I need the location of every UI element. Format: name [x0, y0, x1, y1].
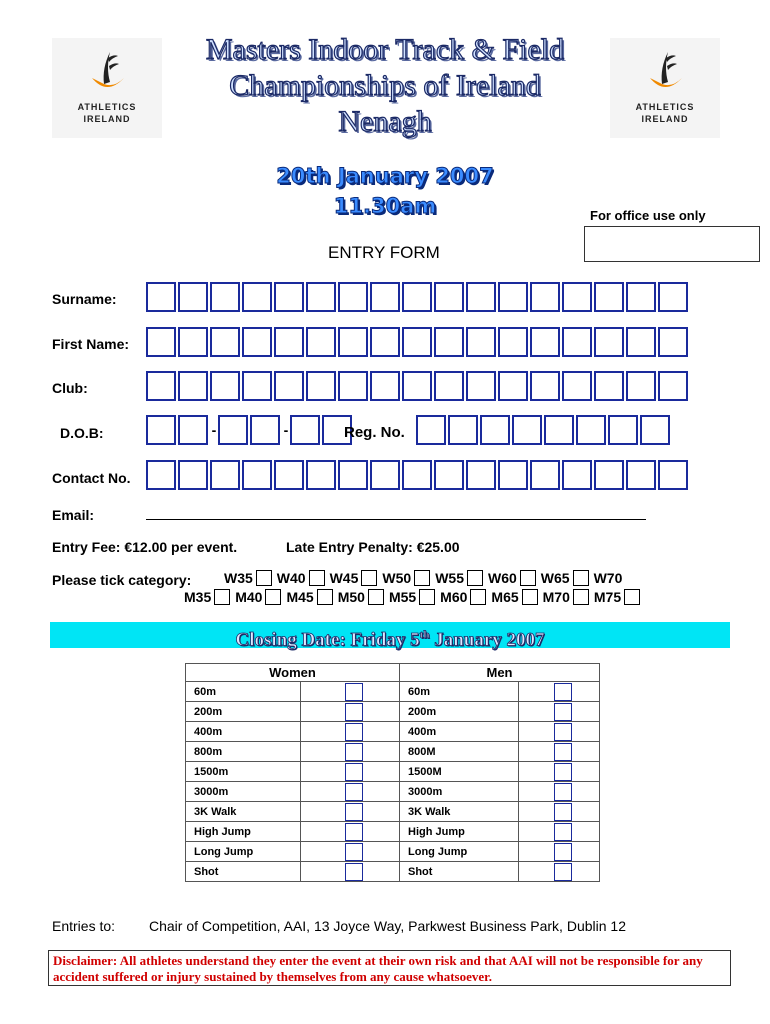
- dob-boxes[interactable]: [146, 415, 354, 445]
- table-row: [186, 722, 600, 742]
- athletics-ireland-logo-left: [52, 38, 162, 138]
- table-row: [186, 802, 600, 822]
- women-event-checkbox[interactable]: [301, 802, 400, 822]
- office-use-label: For office use only: [590, 208, 706, 223]
- form-title: ENTRY FORM: [328, 243, 440, 262]
- men-event-checkbox[interactable]: [519, 682, 600, 702]
- category-w45[interactable]: W45: [330, 570, 383, 586]
- women-categories: [224, 570, 625, 586]
- men-event-name: 60m: [400, 682, 519, 702]
- men-event-checkbox[interactable]: [519, 802, 600, 822]
- event-time: 11.30am: [333, 194, 437, 218]
- women-event-checkbox[interactable]: [301, 782, 400, 802]
- table-row: [186, 782, 600, 802]
- closing-date-banner: Closing Date: Friday 5th January 2007: [50, 622, 730, 648]
- men-event-name: 1500M: [400, 762, 519, 782]
- men-event-checkbox[interactable]: [519, 862, 600, 882]
- women-event-checkbox[interactable]: [301, 742, 400, 762]
- first-name-label: First Name:: [52, 336, 130, 352]
- surname-boxes[interactable]: [146, 282, 690, 312]
- category-label: Please tick category:: [52, 572, 192, 588]
- category-m35[interactable]: M35: [184, 589, 235, 605]
- category-m65[interactable]: M65: [491, 589, 542, 605]
- women-event-name: 400m: [186, 722, 301, 742]
- women-event-checkbox[interactable]: [301, 822, 400, 842]
- women-event-checkbox[interactable]: [301, 842, 400, 862]
- men-event-checkbox[interactable]: [519, 722, 600, 742]
- category-w35[interactable]: W35: [224, 570, 277, 586]
- category-w65[interactable]: W65: [541, 570, 594, 586]
- office-use-box: [584, 226, 760, 262]
- first-name-boxes[interactable]: [146, 327, 690, 357]
- event-date: 20th January 2007: [276, 164, 494, 188]
- logo-line-2: IRELAND: [641, 114, 689, 124]
- men-event-checkbox[interactable]: [519, 842, 600, 862]
- women-event-name: 3K Walk: [186, 802, 301, 822]
- club-label: Club:: [52, 380, 88, 396]
- category-m40[interactable]: M40: [235, 589, 286, 605]
- category-m45[interactable]: M45: [286, 589, 337, 605]
- category-w60[interactable]: W60: [488, 570, 541, 586]
- category-m75[interactable]: M75: [594, 589, 645, 605]
- category-w50[interactable]: W50: [382, 570, 435, 586]
- disclaimer: Disclaimer: All athletes understand they enter the event at their own risk and that AAI will not be responsible for any accident suffered or injury sustained by themselves from any cause whatsoever.: [48, 950, 731, 986]
- women-header: Women: [186, 664, 400, 682]
- entry-fee-text: Entry Fee: €12.00 per event.: [52, 539, 238, 555]
- title-line-1: Masters Indoor Track & Field: [205, 33, 565, 66]
- entries-address: Chair of Competition, AAI, 13 Joyce Way, Parkwest Business Park, Dublin 12: [149, 918, 626, 934]
- email-line[interactable]: [146, 519, 646, 520]
- men-event-checkbox[interactable]: [519, 822, 600, 842]
- club-boxes[interactable]: [146, 371, 690, 401]
- late-penalty-text: Late Entry Penalty: €25.00: [286, 539, 460, 555]
- men-event-name: 3K Walk: [400, 802, 519, 822]
- men-event-name: 400m: [400, 722, 519, 742]
- women-event-checkbox[interactable]: [301, 762, 400, 782]
- category-w70[interactable]: W70: [593, 570, 623, 586]
- dob-dash: -: [283, 422, 289, 438]
- email-label: Email:: [52, 507, 95, 523]
- women-event-checkbox[interactable]: [301, 722, 400, 742]
- men-categories: [184, 589, 645, 605]
- men-event-checkbox[interactable]: [519, 702, 600, 722]
- dob-dash: -: [211, 422, 217, 438]
- category-m55[interactable]: M55: [389, 589, 440, 605]
- women-event-checkbox[interactable]: [301, 682, 400, 702]
- athletics-ireland-logo-right: [610, 38, 720, 138]
- men-event-name: 800M: [400, 742, 519, 762]
- athletics-ireland-emblem-icon: [52, 38, 162, 100]
- men-event-name: 200m: [400, 702, 519, 722]
- women-event-name: 3000m: [186, 782, 301, 802]
- men-event-name: High Jump: [400, 822, 519, 842]
- contact-no-boxes[interactable]: [146, 460, 690, 490]
- category-w40[interactable]: W40: [277, 570, 330, 586]
- women-event-name: High Jump: [186, 822, 301, 842]
- men-event-checkbox[interactable]: [519, 782, 600, 802]
- reg-no-boxes[interactable]: [416, 415, 672, 445]
- category-m70[interactable]: M70: [543, 589, 594, 605]
- men-event-name: Shot: [400, 862, 519, 882]
- table-row: [186, 762, 600, 782]
- category-m50[interactable]: M50: [338, 589, 389, 605]
- men-event-name: 3000m: [400, 782, 519, 802]
- women-event-checkbox[interactable]: [301, 862, 400, 882]
- table-row: [186, 682, 600, 702]
- men-event-checkbox[interactable]: [519, 762, 600, 782]
- women-event-name: 800m: [186, 742, 301, 762]
- logo-line-2: IRELAND: [83, 114, 131, 124]
- category-m60[interactable]: M60: [440, 589, 491, 605]
- table-row: [186, 702, 600, 722]
- title-line-2: Championships of Ireland: [229, 69, 541, 102]
- table-row: [186, 742, 600, 762]
- title-line-3: Nenagh: [338, 105, 432, 138]
- athletics-ireland-emblem-icon: [610, 38, 720, 100]
- logo-line-1: ATHLETICS: [635, 102, 695, 112]
- dob-label: D.O.B:: [60, 425, 104, 441]
- men-event-checkbox[interactable]: [519, 742, 600, 762]
- table-row: [186, 822, 600, 842]
- women-event-name: Long Jump: [186, 842, 301, 862]
- men-event-name: Long Jump: [400, 842, 519, 862]
- entries-to-label: Entries to:: [52, 918, 116, 934]
- men-header: Men: [400, 664, 600, 682]
- category-w55[interactable]: W55: [435, 570, 488, 586]
- reg-no-label: Reg. No.: [344, 424, 405, 441]
- surname-label: Surname:: [52, 291, 117, 307]
- logo-line-1: ATHLETICS: [77, 102, 137, 112]
- women-event-checkbox[interactable]: [301, 702, 400, 722]
- table-row: [186, 862, 600, 882]
- table-row: [186, 842, 600, 862]
- women-event-name: 1500m: [186, 762, 301, 782]
- women-event-name: 60m: [186, 682, 301, 702]
- women-event-name: 200m: [186, 702, 301, 722]
- women-event-name: Shot: [186, 862, 301, 882]
- events-table: [185, 663, 600, 882]
- contact-no-label: Contact No.: [52, 470, 131, 486]
